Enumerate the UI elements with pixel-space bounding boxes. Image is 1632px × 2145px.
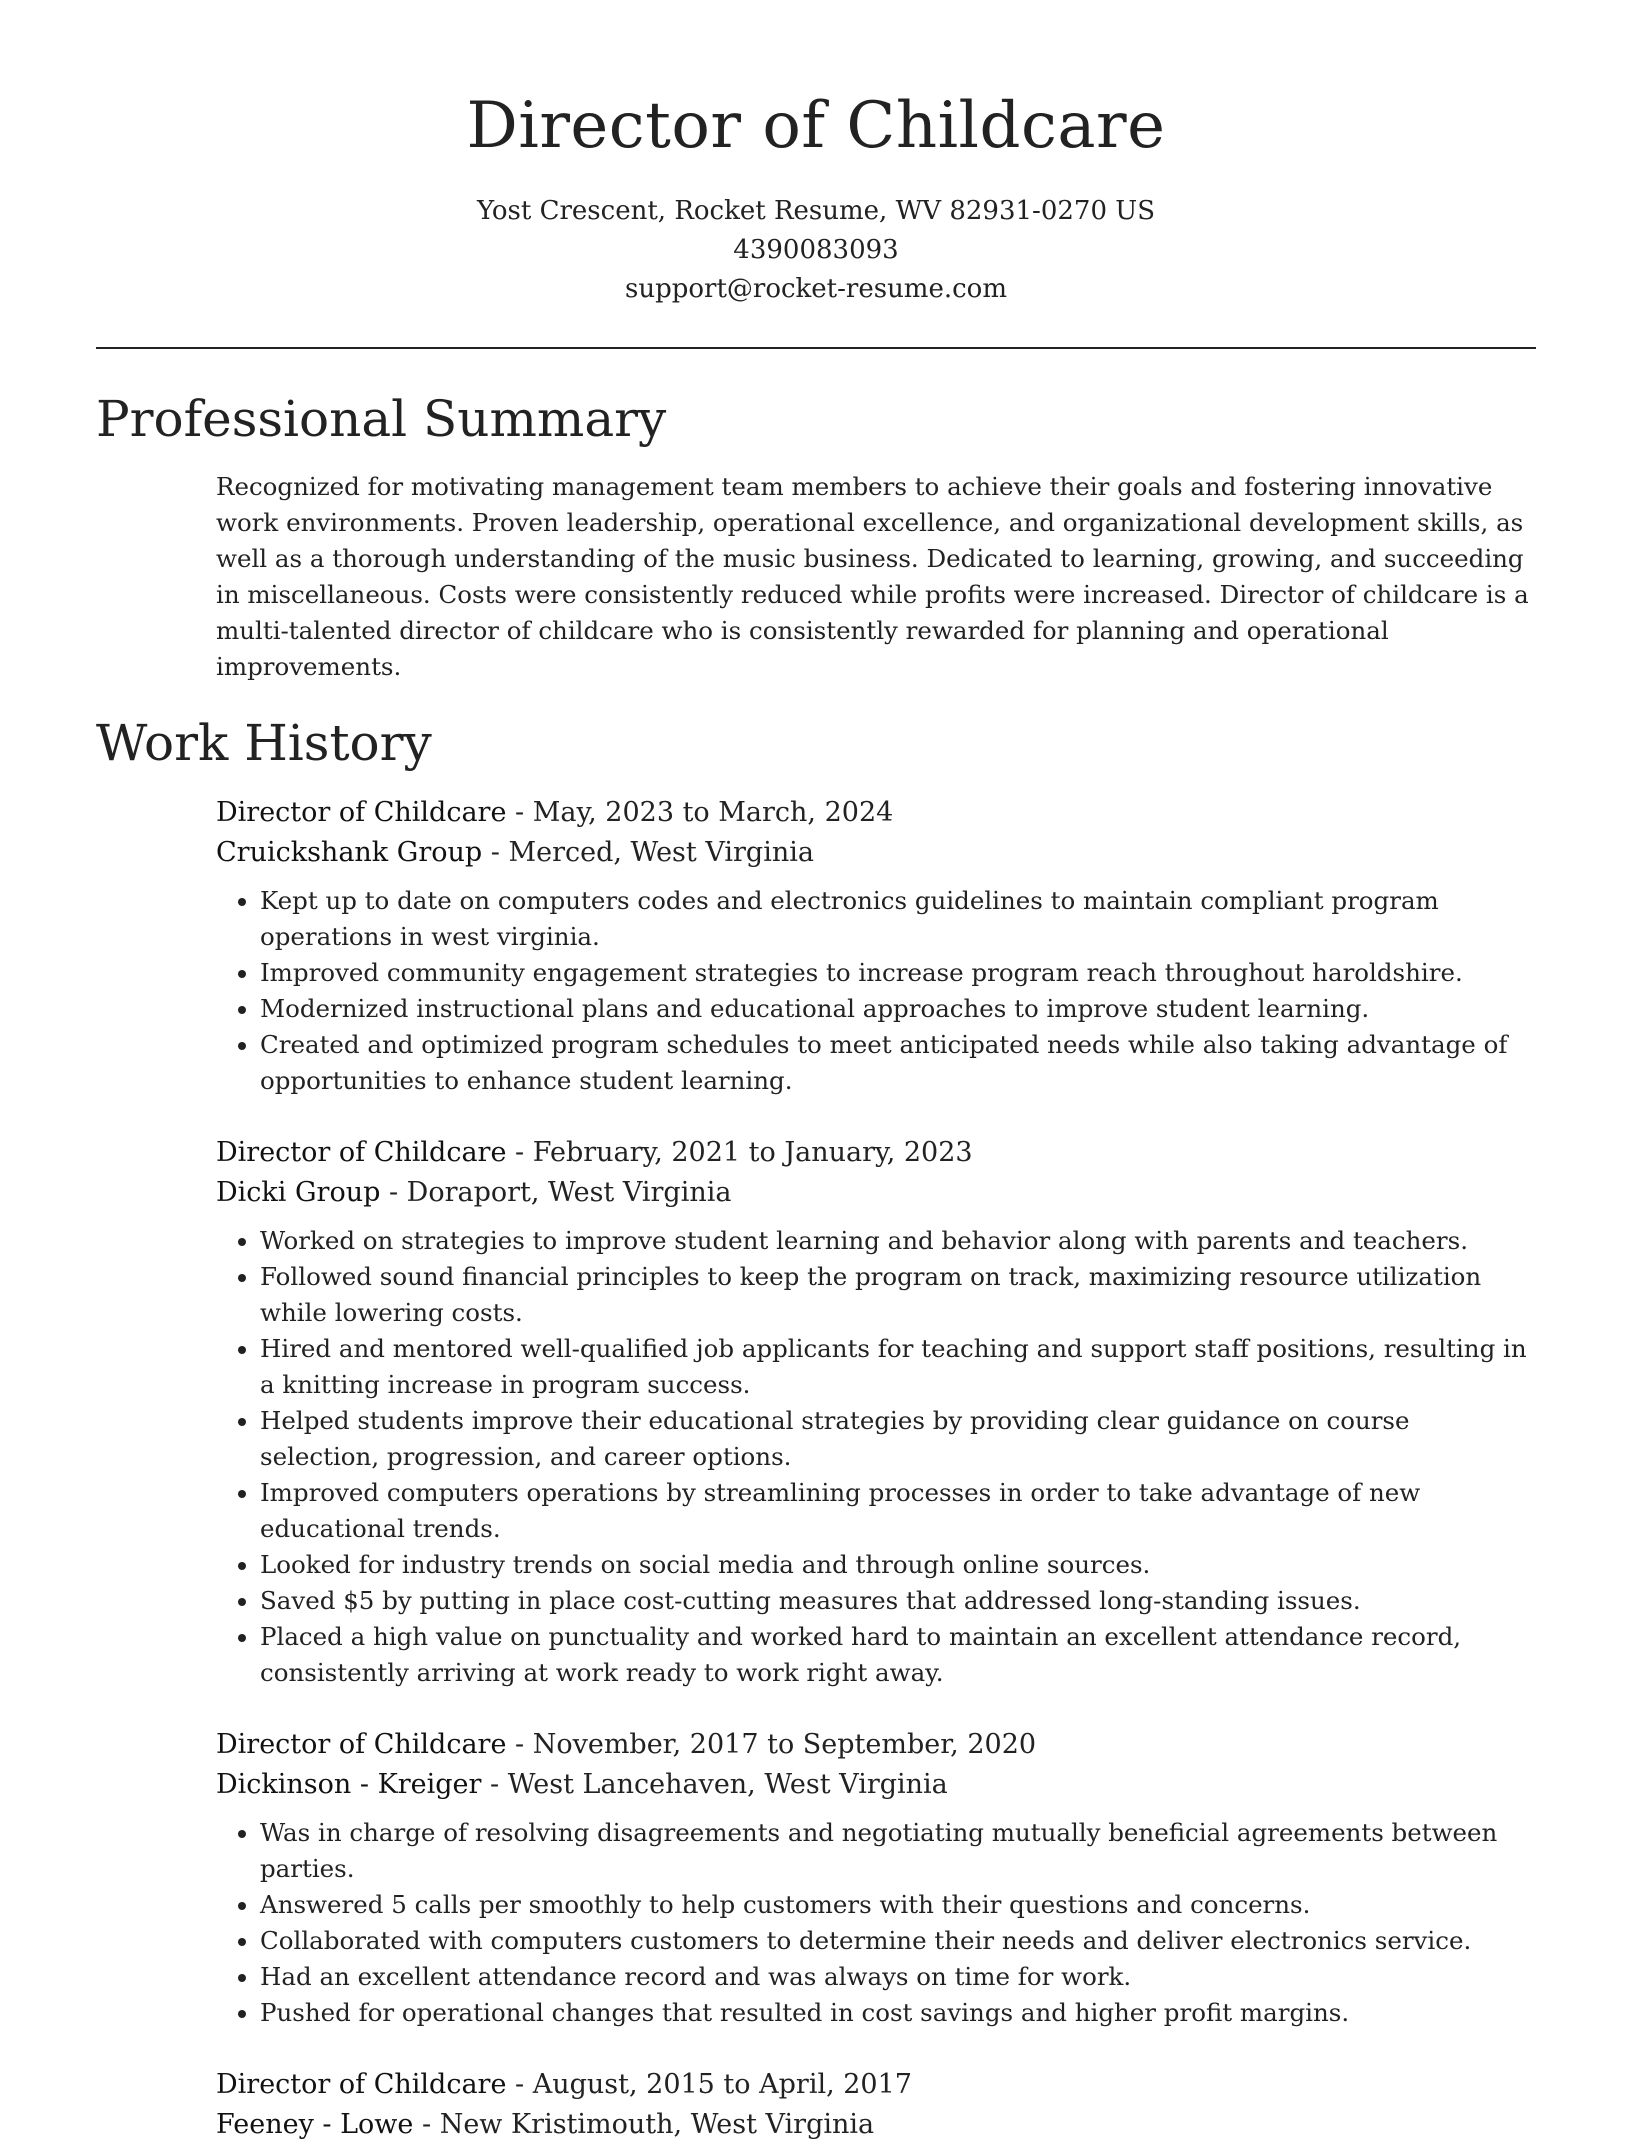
list-item: • Was in charge of resolving disagreements and negotiating mutually beneficial agreements between parties. [260, 1815, 1536, 1887]
job-location: - Merced, West Virginia [482, 837, 814, 868]
job-company: Dicki Group [216, 1177, 381, 1208]
job-dates: - February, 2021 to January, 2023 [506, 1137, 973, 1168]
job-company-line [216, 1765, 1536, 1805]
list-item: • Looked for industry trends on social media and through online sources. [260, 1547, 1536, 1583]
work-history-section [96, 713, 1536, 2145]
list-item: • Kept up to date on computers codes and electronics guidelines to maintain compliant program operations in west virginia. [260, 883, 1536, 955]
list-item: • Created and optimized program schedules to meet anticipated needs while also taking advantage of opportunities to enhance student learning. [260, 1027, 1536, 1099]
section-title-work-history: Work History [96, 714, 432, 772]
list-item: • Modernized instructional plans and educational approaches to improve student learning. [260, 991, 1536, 1027]
job-company-line [216, 1173, 1536, 1213]
list-item: • Worked on strategies to improve student learning and behavior along with parents and teachers. [260, 1223, 1536, 1259]
job-company-line [216, 833, 1536, 873]
list-item: • Hired and mentored well-qualified job applicants for teaching and support staff positions, resulting in a knitting increase in program success. [260, 1331, 1536, 1403]
job-dates: - November, 2017 to September, 2020 [506, 1729, 1037, 1760]
job-company-line [216, 2105, 1536, 2145]
list-item: • Placed a high value on punctuality and worked hard to maintain an excellent attendance record, consistently arriving at work ready to work right away. [260, 1619, 1536, 1691]
contact-address: Yost Crescent, Rocket Resume, WV 82931-0270 US [476, 196, 1156, 226]
job-location: - Doraport, West Virginia [380, 1177, 732, 1208]
job-role: Director of Childcare [216, 797, 507, 828]
section-title-summary: Professional Summary [96, 390, 667, 448]
candidate-name: Director of Childcare [466, 89, 1166, 163]
list-item: • Helped students improve their educational strategies by providing clear guidance on course selection, progression, and career options. [260, 1403, 1536, 1475]
job-entry-3 [216, 1725, 1536, 2031]
list-item: • Followed sound financial principles to keep the program on track, maximizing resource utilization while lowering costs. [260, 1259, 1536, 1331]
job-company: Feeney - Lowe [216, 2109, 414, 2140]
job-dates: - August, 2015 to April, 2017 [506, 2069, 912, 2100]
job-company: Cruickshank Group [216, 837, 483, 868]
header-divider [96, 347, 1536, 349]
professional-summary-section [96, 389, 1536, 685]
job-title-line [216, 2065, 1536, 2105]
resume-header [96, 0, 1536, 309]
list-item: • Improved computers operations by streamlining processes in order to take advantage of new educational trends. [260, 1475, 1536, 1547]
summary-text: Recognized for motivating management team members to achieve their goals and fostering innovative work environments. Proven leadership, operational excellence, and organizational development skills, as well as a thorough understanding of the music business. Dedicated to learning, growing, and succeeding in miscellaneous. Costs were consistently reduced while profits were increased. Director of childcare is a multi-talented director of childcare who is consistently rewarded for planning and operational improvements. [216, 472, 1529, 681]
job-entry-2 [216, 1133, 1536, 1691]
job-role: Director of Childcare [216, 1729, 507, 1760]
job-bullet-list [216, 1223, 1536, 1691]
job-title-line [216, 1133, 1536, 1173]
list-item: • Had an excellent attendance record and was always on time for work. [260, 1959, 1536, 1995]
list-item: • Collaborated with computers customers to determine their needs and deliver electronics service. [260, 1923, 1536, 1959]
list-item: • Saved $5 by putting in place cost-cutting measures that addressed long-standing issues. [260, 1583, 1536, 1619]
job-bullet-list [216, 1815, 1536, 2031]
job-title-line [216, 793, 1536, 833]
job-entry-4 [216, 2065, 1536, 2145]
list-item: • Pushed for operational changes that resulted in cost savings and higher profit margins. [260, 1995, 1536, 2031]
list-item: • Improved community engagement strategies to increase program reach throughout haroldshire. [260, 955, 1536, 991]
job-location: - West Lancehaven, West Virginia [481, 1769, 948, 1800]
list-item: • Answered 5 calls per smoothly to help customers with their questions and concerns. [260, 1887, 1536, 1923]
contact-phone: 4390083093 [733, 235, 899, 265]
contact-email: support@rocket-resume.com [624, 274, 1007, 304]
job-company: Dickinson - Kreiger [216, 1769, 482, 1800]
job-title-line [216, 1725, 1536, 1765]
job-role: Director of Childcare [216, 2069, 507, 2100]
job-role: Director of Childcare [216, 1137, 507, 1168]
job-bullet-list [216, 883, 1536, 1099]
job-dates: - May, 2023 to March, 2024 [506, 797, 894, 828]
job-location: - New Kristimouth, West Virginia [413, 2109, 875, 2140]
job-entry-1 [216, 793, 1536, 1099]
